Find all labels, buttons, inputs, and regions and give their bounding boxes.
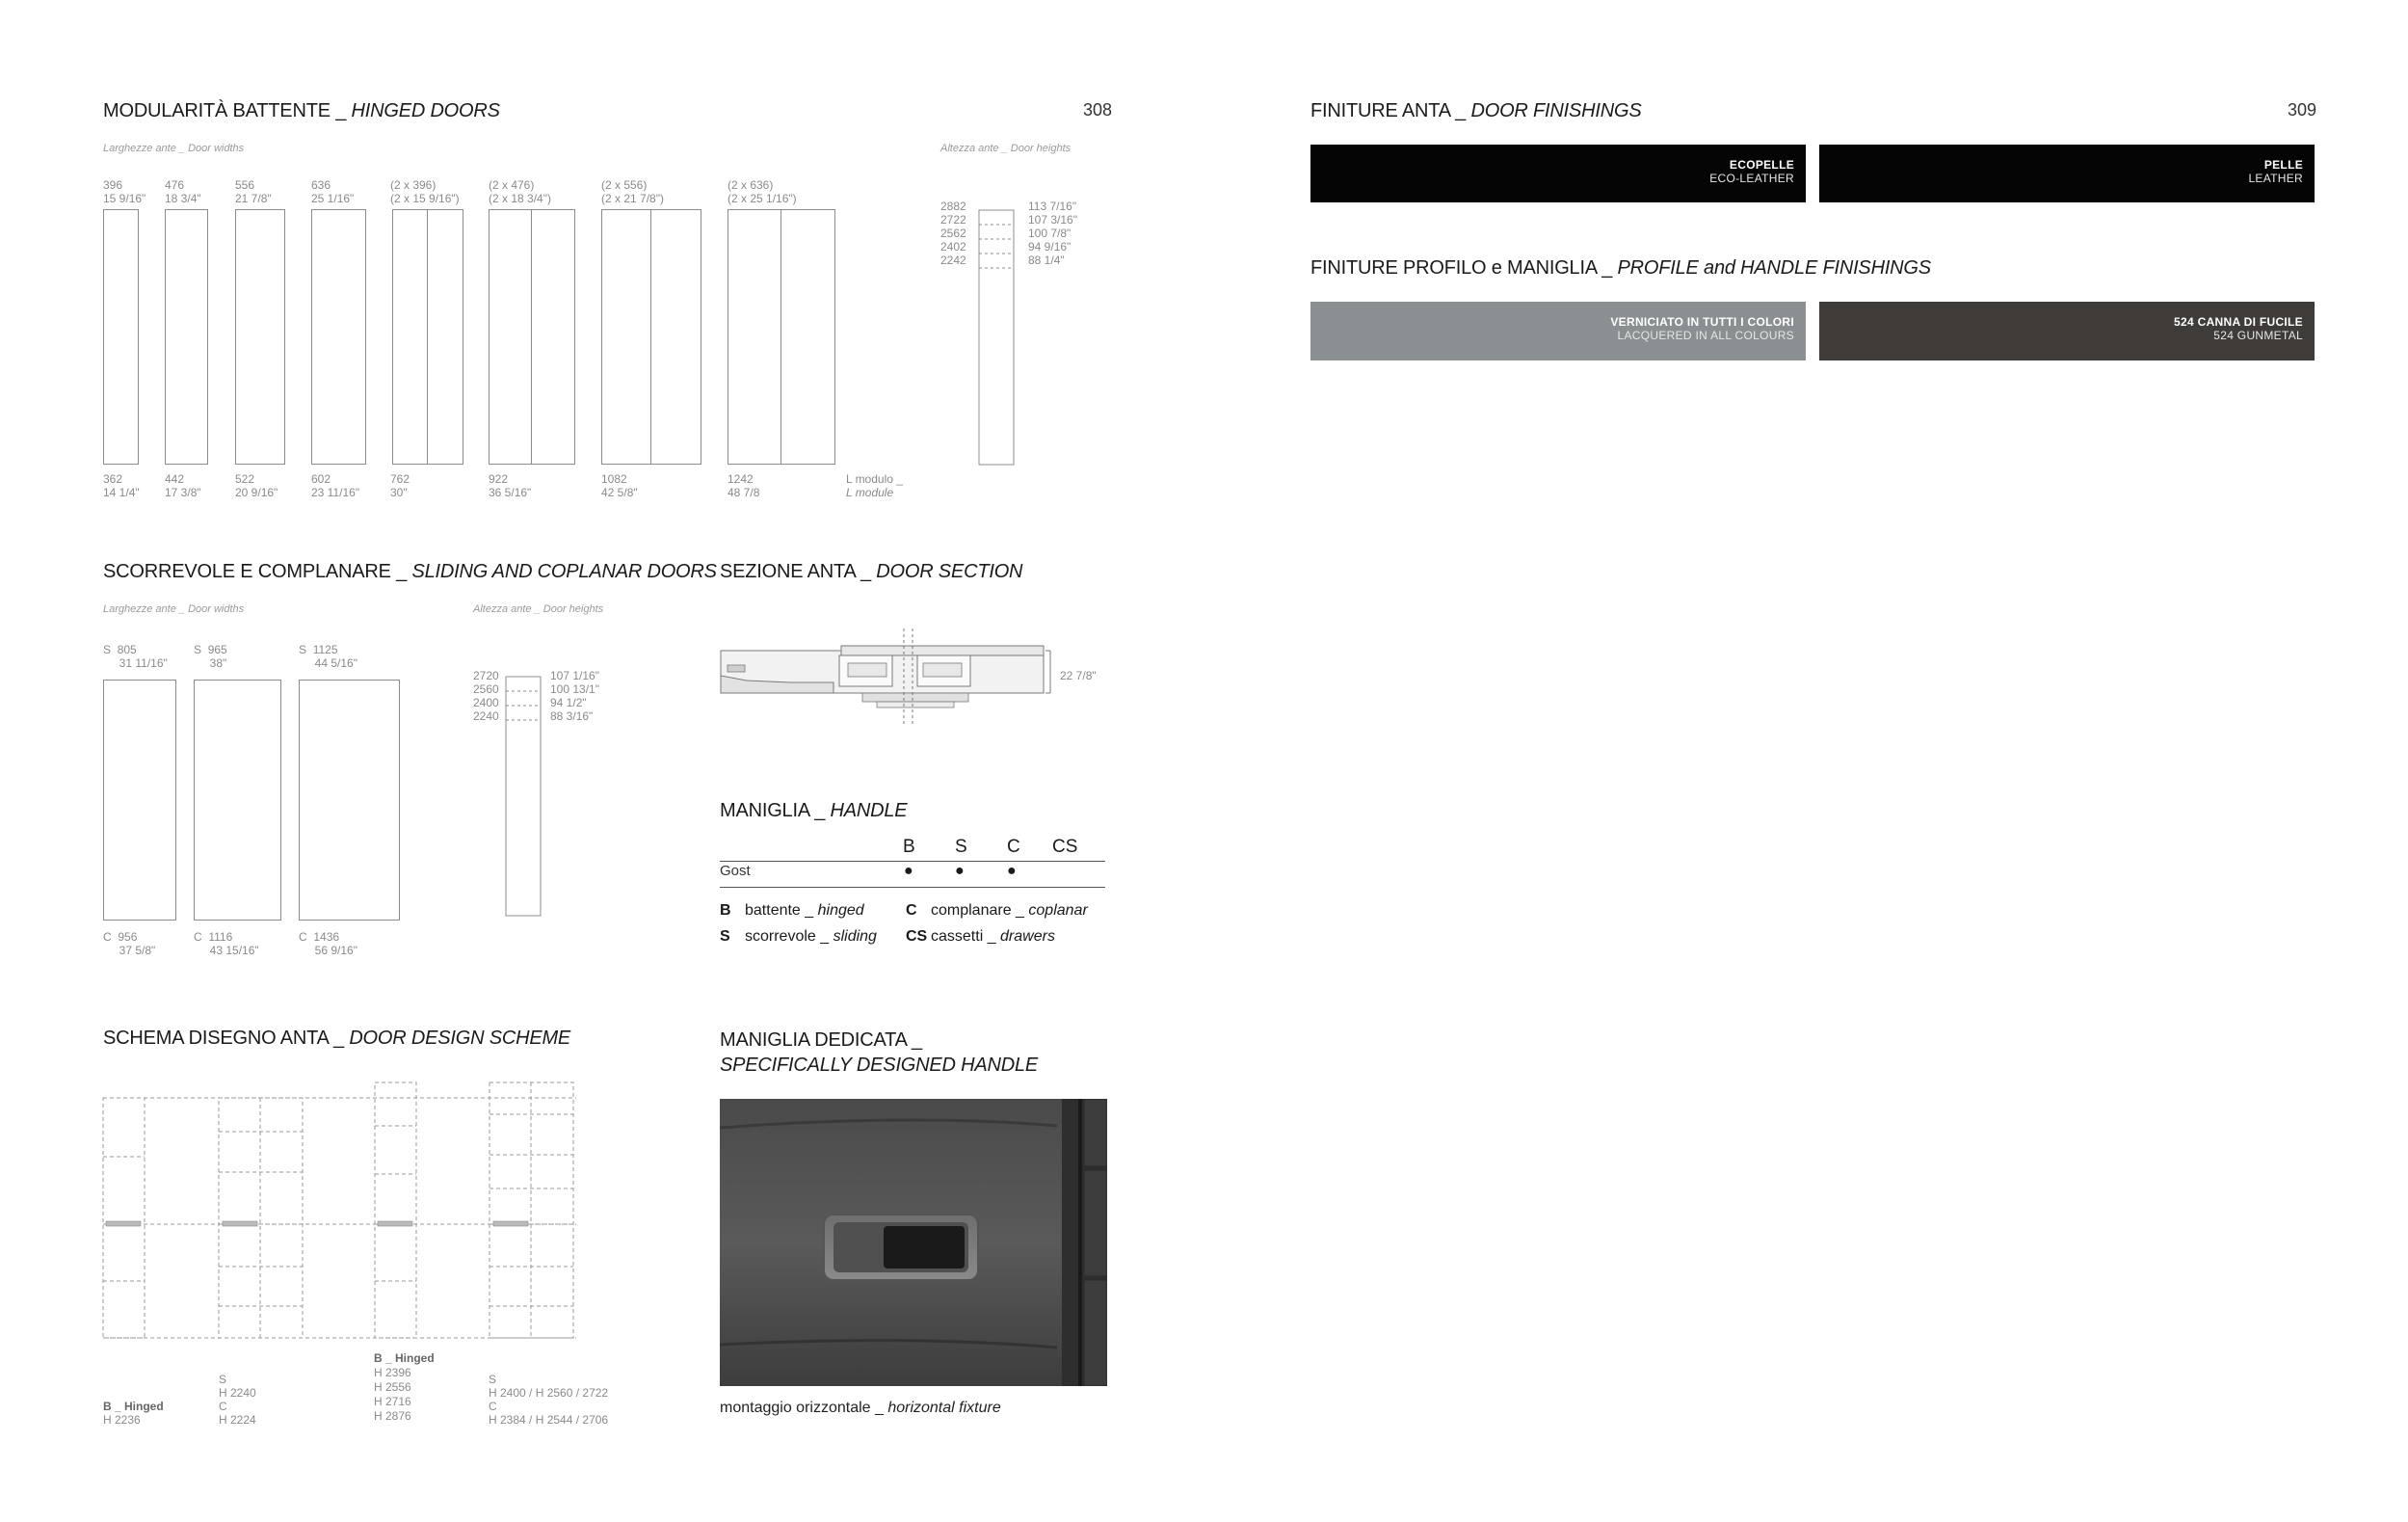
hinged-door-476	[165, 209, 208, 465]
handle-legend-item: S scorrevole _ sliding	[720, 928, 877, 945]
swatch-gunmetal: 524 CANNA DI FUCILE 524 GUNMETAL	[1819, 302, 2315, 360]
handle-legend-item: B battente _ hinged	[720, 902, 864, 919]
hinged-heights-label: Altezza ante _ Door heights	[940, 143, 1072, 154]
door-section-drawing	[718, 625, 1055, 731]
hinged-door-556	[235, 209, 285, 465]
hinged-doors-title: MODULARITÀ BATTENTE _ HINGED DOORS	[103, 100, 500, 121]
door-scheme-title: SCHEMA DISEGNO ANTA _ DOOR DESIGN SCHEME	[103, 1028, 571, 1049]
hinged-top-label: (2 x 636) (2 x 25 1/16")	[728, 178, 797, 205]
swatch-ecopelle: ECOPELLE ECO-LEATHER	[1310, 145, 1806, 202]
hinged-bottom-label: 1082 42 5/8"	[601, 472, 638, 499]
scheme-label: B _ Hinged H 2236	[103, 1400, 164, 1427]
sliding-top-label: S 805 31 11/16"	[103, 643, 168, 670]
handle-col-s: S	[955, 837, 967, 857]
page-number-right: 309	[2288, 100, 2317, 120]
hinged-door-396	[103, 209, 139, 465]
hinged-top-label: 476 18 3/4"	[165, 178, 201, 205]
handle-legend-item: CS cassetti _ drawers	[906, 928, 1055, 945]
handle-table-rule-bottom	[720, 887, 1105, 888]
hinged-top-label: 636 25 1/16"	[311, 178, 355, 205]
sliding-door-805	[103, 680, 176, 921]
hinged-top-label: 556 21 7/8"	[235, 178, 272, 205]
hinged-door-2x396	[392, 209, 463, 465]
sliding-top-label: S 1125 44 5/16"	[299, 643, 357, 670]
door-section-dimension: 22 7/8"	[1060, 669, 1097, 682]
hinged-door-636	[311, 209, 366, 465]
handle-col-cs: CS	[1052, 837, 1078, 857]
hinged-bottom-label: 1242 48 7/8	[728, 472, 760, 499]
handle-col-b: B	[903, 837, 915, 857]
handle-title: MANIGLIA _ HANDLE	[720, 800, 908, 821]
handle-legend-item: C complanare _ coplanar	[906, 902, 1088, 919]
sliding-bottom-label: C 1116 43 15/16"	[194, 930, 259, 957]
hinged-widths-label: Larghezze ante _ Door widths	[103, 143, 245, 154]
swatch-lacquered: VERNICIATO IN TUTTI I COLORI LACQUERED IN ALL COLOURS	[1310, 302, 1806, 360]
sliding-widths-label: Larghezze ante _ Door widths	[103, 603, 245, 615]
sliding-top-label: S 965 38"	[194, 643, 227, 670]
sliding-heights-label: Altezza ante _ Door heights	[473, 603, 604, 615]
sliding-door-965	[194, 680, 281, 921]
swatch-pelle: PELLE LEATHER	[1819, 145, 2315, 202]
hinged-top-label: 396 15 9/16"	[103, 178, 146, 205]
scheme-label: B _ Hinged H 2396 H 2556 H 2716 H 2876	[374, 1351, 435, 1423]
sliding-heights-in: 107 1/16" 100 13/1" 94 1/2" 88 3/16"	[550, 669, 599, 723]
hinged-bottom-label: 522 20 9/16"	[235, 472, 278, 499]
sliding-door-1125	[299, 680, 400, 921]
hinged-bottom-label: 762 30"	[390, 472, 410, 499]
hinged-height-gauge	[973, 202, 1018, 467]
scheme-label: S H 2240 C H 2224	[219, 1373, 256, 1427]
hinged-bottom-label: 442 17 3/8"	[165, 472, 201, 499]
door-design-scheme	[96, 1078, 588, 1348]
hinged-heights-mm: 2882 2722 2562 2402 2242	[940, 200, 966, 267]
door-finishings-title: FINITURE ANTA _ DOOR FINISHINGS	[1310, 100, 1642, 121]
hinged-bottom-label: 602 23 11/16"	[311, 472, 360, 499]
hinged-top-label: (2 x 396) (2 x 15 9/16")	[390, 178, 460, 205]
profile-finishings-title: FINITURE PROFILO e MANIGLIA _ PROFILE and HANDLE FINISHINGS	[1310, 257, 1931, 279]
hinged-heights-in: 113 7/16" 107 3/16" 100 7/8" 94 9/16" 88 1/4"	[1028, 200, 1077, 267]
handle-dot: ●	[1007, 863, 1017, 879]
sliding-doors-title: SCORREVOLE E COMPLANARE _ SLIDING AND COPLANAR DOORS	[103, 561, 717, 582]
hinged-top-label: (2 x 476) (2 x 18 3/4")	[489, 178, 551, 205]
hinged-door-2x636	[728, 209, 835, 465]
dedicated-handle-title: MANIGLIA DEDICATA _ SPECIFICALLY DESIGNED HANDLE	[720, 1029, 1039, 1076]
handle-photo	[720, 1099, 1107, 1386]
page-number-left: 308	[1083, 100, 1113, 120]
handle-dot: ●	[904, 863, 913, 879]
handle-photo-caption: montaggio orizzontale _ horizontal fixture	[720, 1400, 1001, 1416]
sliding-heights-mm: 2720 2560 2400 2240	[473, 669, 499, 723]
handle-col-c: C	[1007, 837, 1020, 857]
hinged-top-label: (2 x 556) (2 x 21 7/8")	[601, 178, 664, 205]
hinged-door-2x556	[601, 209, 701, 465]
sliding-bottom-label: C 1436 56 9/16"	[299, 930, 357, 957]
handle-table-rule-top	[720, 861, 1105, 862]
hinged-door-2x476	[489, 209, 575, 465]
module-label: L modulo _ L module	[846, 472, 903, 499]
sliding-height-gauge	[501, 671, 545, 921]
sliding-bottom-label: C 956 37 5/8"	[103, 930, 156, 957]
scheme-label: S H 2400 / H 2560 / 2722 C H 2384 / H 2544 / 2706	[489, 1373, 609, 1427]
handle-row-label: Gost	[720, 863, 751, 879]
door-section-title: SEZIONE ANTA _ DOOR SECTION	[720, 561, 1023, 582]
hinged-bottom-label: 362 14 1/4"	[103, 472, 140, 499]
handle-dot: ●	[955, 863, 965, 879]
hinged-bottom-label: 922 36 5/16"	[489, 472, 532, 499]
